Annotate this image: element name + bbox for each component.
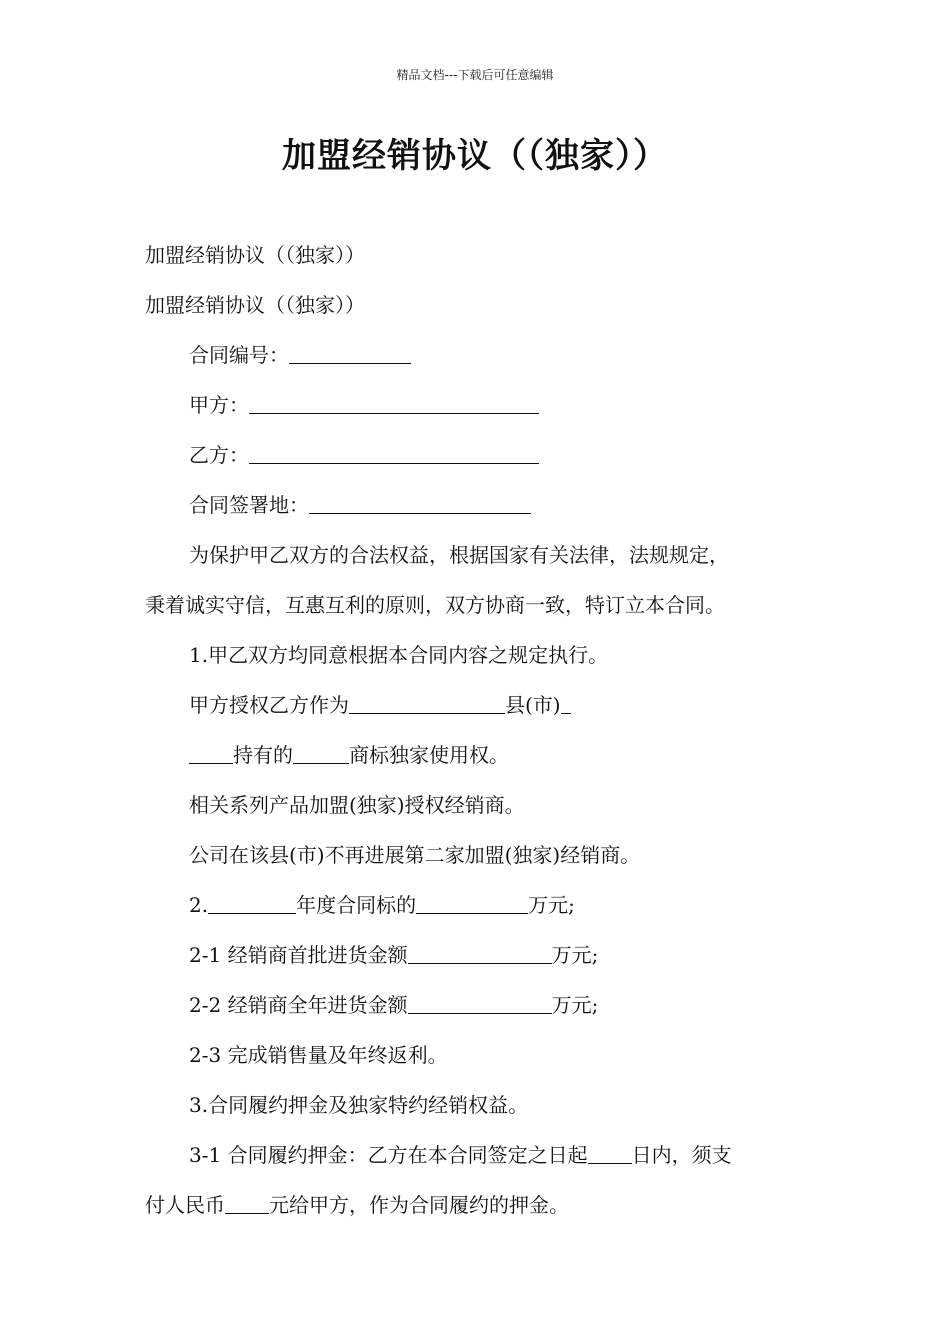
document-body (145, 230, 810, 1230)
party-b-label: 乙方： (189, 443, 249, 467)
clause-2-subject: 年度合同标的 (296, 893, 417, 917)
clause-1a (145, 680, 810, 730)
annual-purchase-blank (408, 989, 552, 1014)
title-repeat-1: 加盟经销协议（（独家）） (145, 243, 365, 267)
clause-2-2-unit: 万元; (551, 993, 599, 1017)
party-b-line (145, 430, 810, 480)
clause-3-1-amount-label: 付人民币 (145, 1193, 225, 1217)
clause-3-1-tail: 日内，须支 (631, 1143, 732, 1167)
holder-blank (189, 739, 233, 764)
county-blank (349, 689, 505, 714)
clause-3-1-amount-tail: 元给甲方，作为合同履约的押金。 (269, 1193, 569, 1217)
sign-place-label: 合同签署地： (189, 493, 309, 517)
clause-2-unit: 万元; (528, 893, 575, 917)
clause-1b-trademark: 商标独家使用权。 (349, 743, 509, 767)
clause-1a-trailing-blank (561, 689, 571, 714)
first-purchase-blank (408, 939, 552, 964)
clause-3-1 (145, 1130, 810, 1180)
clause-2-1-unit: 万元; (551, 943, 599, 967)
clause-3-1-text: 3-1 合同履约押金：乙方在本合同签定之日起 (189, 1143, 588, 1167)
sign-place-blank (309, 489, 531, 514)
party-a-blank (249, 389, 539, 414)
clause-1a-prefix: 甲方授权乙方作为 (189, 693, 349, 717)
clause-2-2-label: 2-2 经销商全年进货金额 (189, 993, 408, 1017)
intro-paragraph-line-2: 秉着诚实守信，互惠互利的原则，双方协商一致，特订立本合同。 (145, 593, 725, 617)
clause-2-1 (145, 930, 810, 980)
clause-2 (145, 880, 810, 930)
clause-1c: 相关系列产品加盟(独家)授权经销商。 (189, 793, 525, 817)
clause-2-prefix: 2. (189, 893, 209, 917)
clause-2-1-label: 2-1 经销商首批进货金额 (189, 943, 408, 967)
contract-number-blank (289, 339, 411, 364)
intro-paragraph-line-1: 为保护甲乙双方的合法权益，根据国家有关法律，法规规定， (189, 543, 729, 567)
clause-1: 1.甲乙双方均同意根据本合同内容之规定执行。 (189, 643, 609, 667)
party-a-label: 甲方： (189, 393, 249, 417)
title-repeat-2: 加盟经销协议（（独家）） (145, 293, 365, 317)
contract-number-label: 合同编号： (189, 343, 289, 367)
header-note: 精品文档---下载后可任意编辑 (396, 68, 554, 82)
party-a-line (145, 380, 810, 430)
document-title: 加盟经销协议（（独家）） (282, 136, 668, 176)
clause-1b (145, 730, 810, 780)
deposit-amount-blank (225, 1189, 269, 1214)
trademark-blank (293, 739, 349, 764)
clause-2-3: 2-3 完成销售量及年终返利。 (189, 1043, 448, 1067)
clause-1b-holder: 持有的 (233, 743, 293, 767)
contract-number-line (145, 330, 810, 380)
party-b-blank (249, 439, 539, 464)
clause-1a-county: 县(市) (505, 693, 561, 717)
sign-place-line (145, 480, 810, 530)
year-blank (208, 889, 296, 914)
clause-2-2 (145, 980, 810, 1030)
days-blank (588, 1139, 632, 1164)
clause-3: 3.合同履约押金及独家特约经销权益。 (189, 1093, 529, 1117)
clause-3-1-continued (145, 1180, 810, 1230)
contract-amount-blank (416, 889, 528, 914)
clause-1d: 公司在该县(市)不再进展第二家加盟(独家)经销商。 (189, 843, 641, 867)
